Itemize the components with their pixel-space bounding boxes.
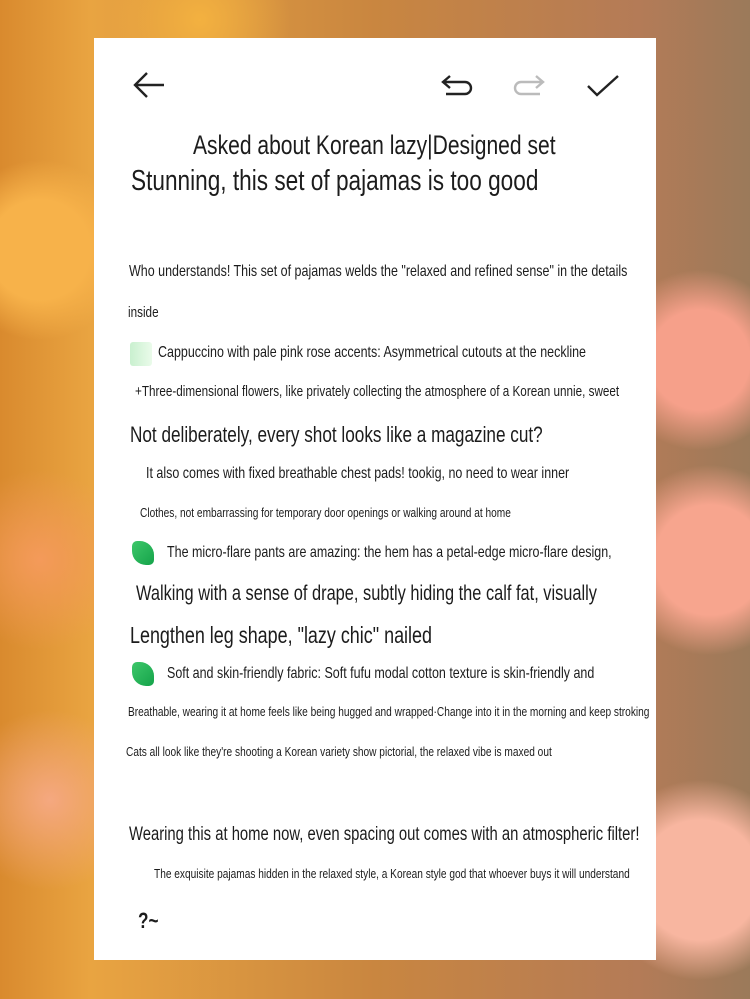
title-line-2: Stunning, this set of pajamas is too good — [131, 165, 539, 197]
body-line: The exquisite pajamas hidden in the relaxed style, a Korean style god that whoever buys it will understand — [154, 866, 630, 881]
body-line: +Three-dimensional flowers, like privately collecting the atmosphere of a Korean unnie, sweet — [135, 383, 620, 400]
undo-icon[interactable] — [440, 72, 474, 98]
body-line: Soft and skin-friendly fabric: Soft fufu modal cotton texture is skin-friendly and — [167, 665, 595, 682]
body-line: It also comes with fixed breathable chest pads! tookig, no need to wear inner — [146, 465, 570, 482]
body-line: inside — [128, 304, 159, 321]
body-line: Breathable, wearing it at home feels like being hugged and wrapped·Change into it in the morning and keep stroking — [128, 704, 650, 719]
body-line: Cats all look like they're shooting a Korean variety show pictorial, the relaxed vibe is maxed out — [126, 744, 552, 759]
body-line: Walking with a sense of drape, subtly hiding the calf fat, visually — [136, 582, 598, 605]
body-line: Lengthen leg shape, "lazy chic" nailed — [130, 622, 432, 648]
arrow-left-icon[interactable] — [132, 70, 166, 100]
title-line-1: Asked about Korean lazy|Designed set — [193, 130, 556, 160]
leaf-bullet-icon — [130, 342, 152, 366]
editor-card — [94, 38, 656, 960]
body-line: Cappuccino with pale pink rose accents: Asymmetrical cutouts at the neckline — [158, 344, 587, 361]
check-icon[interactable] — [586, 74, 620, 98]
body-line: Who understands! This set of pajamas welds the "relaxed and refined sense" in the details — [129, 263, 628, 280]
leaf-bullet-icon — [132, 541, 154, 565]
body-line: Not deliberately, every shot looks like a magazine cut? — [130, 422, 543, 447]
body-line: Wearing this at home now, even spacing out comes with an atmospheric filter! — [129, 824, 640, 845]
body-line: Clothes, not embarrassing for temporary door openings or walking around at home — [140, 505, 511, 520]
body-line: ?~ — [138, 908, 159, 933]
leaf-bullet-icon — [132, 662, 154, 686]
body-line: The micro-flare pants are amazing: the hem has a petal-edge micro-flare design, — [167, 544, 612, 561]
redo-icon[interactable] — [512, 72, 546, 98]
